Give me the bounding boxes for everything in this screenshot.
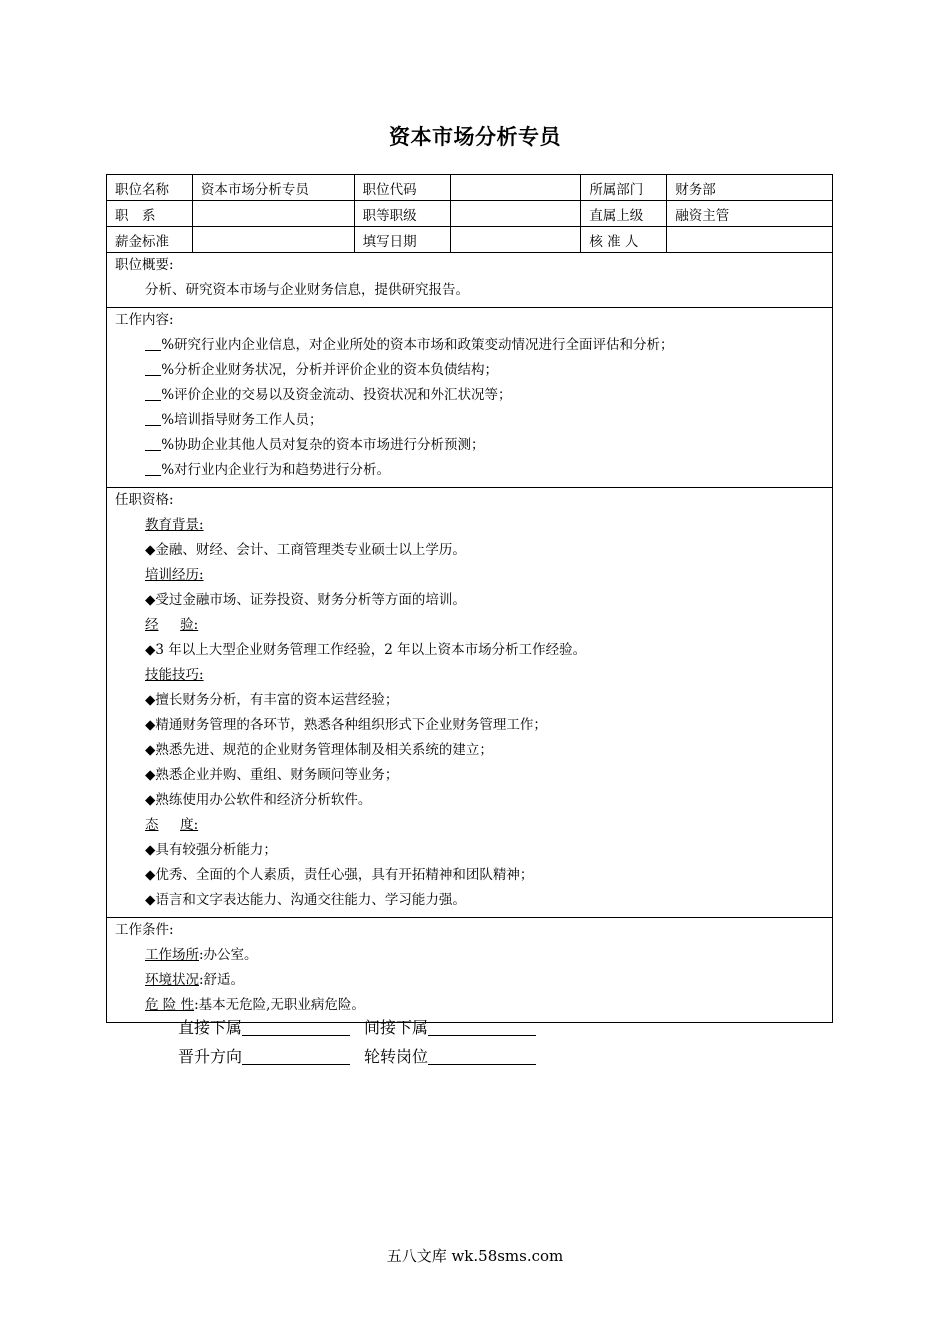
career-row (178, 1042, 550, 1071)
work-item: %研究行业内企业信息，对企业所处的资本市场和政策变动情况进行全面评估和分析； (115, 333, 832, 358)
promotion-blank (242, 1047, 350, 1065)
field-value: 财务部 (667, 175, 833, 201)
field-value: 融资主管 (667, 201, 833, 227)
info-row (107, 227, 833, 253)
subordinate-info (178, 1013, 550, 1071)
training-label: 培训经历: (145, 567, 204, 583)
conditions-section (107, 918, 833, 1023)
work-item: %协助企业其他人员对复杂的资本市场进行分析预测； (115, 433, 832, 458)
attitude-item: ◆优秀、全面的个人素质，责任心强，具有开拓精神和团队精神； (145, 867, 534, 883)
job-description-table (106, 174, 833, 1023)
field-value: 资本市场分析专员 (192, 175, 354, 201)
condition-environment: 环境状况:舒适。 (145, 972, 245, 988)
attitude-item: ◆语言和文字表达能力、沟通交往能力、学习能力强。 (145, 892, 466, 908)
work-item: %分析企业财务状况，分析并评价企业的资本负债结构； (115, 358, 832, 383)
skills-item: ◆熟悉企业并购、重组、财务顾问等业务； (145, 767, 399, 783)
indirect-subordinate-label: 间接下属 (364, 1018, 429, 1037)
training-item: ◆受过金融市场、证券投资、财务分析等方面的培训。 (145, 592, 466, 608)
rotation-label: 轮转岗位 (364, 1047, 429, 1066)
field-value (450, 201, 581, 227)
education-label: 教育背景: (145, 517, 204, 533)
work-item: %培训指导财务工作人员； (115, 408, 832, 433)
field-label: 职 系 (107, 201, 193, 227)
skills-item: ◆擅长财务分析，有丰富的资本运营经验； (145, 692, 399, 708)
skills-item: ◆熟练使用办公软件和经济分析软件。 (145, 792, 372, 808)
skills-label: 技能技巧: (145, 667, 204, 683)
education-item: ◆金融、财经、会计、工商管理类专业硕士以上学历。 (145, 542, 466, 558)
field-value (450, 175, 581, 201)
info-row (107, 201, 833, 227)
promotion-label: 晋升方向 (178, 1047, 243, 1066)
qualifications-heading: 任职资格: (115, 492, 174, 508)
field-label: 职位代码 (354, 175, 450, 201)
field-label: 填写日期 (354, 227, 450, 253)
site-watermark: 五八文库 wk.58sms.com (386, 1247, 564, 1265)
field-label: 直属上级 (581, 201, 667, 227)
field-value (192, 227, 354, 253)
work-item: %对行业内企业行为和趋势进行分析。 (115, 458, 832, 483)
overview-heading: 职位概要: (115, 257, 174, 273)
field-label: 职位名称 (107, 175, 193, 201)
info-row (107, 175, 833, 201)
field-label: 薪金标准 (107, 227, 193, 253)
qualifications-section (107, 488, 833, 918)
work-content-section (107, 308, 833, 488)
skills-item: ◆熟悉先进、规范的企业财务管理体制及相关系统的建立； (145, 742, 493, 758)
overview-section (107, 253, 833, 308)
indirect-subordinate-blank (428, 1018, 536, 1036)
field-value (450, 227, 581, 253)
field-label: 核 准 人 (581, 227, 667, 253)
condition-risk: 危 险 性:基本无危险,无职业病危险。 (145, 997, 365, 1013)
skills-item: ◆精通财务管理的各环节，熟悉各种组织形式下企业财务管理工作； (145, 717, 547, 733)
work-content-heading: 工作内容: (115, 312, 174, 328)
attitude-item: ◆具有较强分析能力； (145, 842, 277, 858)
conditions-heading: 工作条件: (115, 922, 174, 938)
condition-place: 工作场所:办公室。 (145, 947, 258, 963)
document-title: 资本市场分析专员 (389, 124, 561, 149)
work-item: %评价企业的交易以及资金流动、投资状况和外汇状况等； (115, 383, 832, 408)
field-label: 所属部门 (581, 175, 667, 201)
overview-text: 分析、研究资本市场与企业财务信息，提供研究报告。 (145, 282, 469, 298)
subordinate-row (178, 1013, 550, 1042)
field-value (192, 201, 354, 227)
experience-item: ◆3 年以上大型企业财务管理工作经验，2 年以上资本市场分析工作经验。 (145, 642, 587, 658)
direct-subordinate-blank (242, 1018, 350, 1036)
direct-subordinate-label: 直接下属 (178, 1018, 243, 1037)
rotation-blank (428, 1047, 536, 1065)
field-value (667, 227, 833, 253)
field-label: 职等职级 (354, 201, 450, 227)
attitude-label: 态 度: (145, 817, 199, 833)
experience-label: 经 验: (145, 617, 199, 633)
